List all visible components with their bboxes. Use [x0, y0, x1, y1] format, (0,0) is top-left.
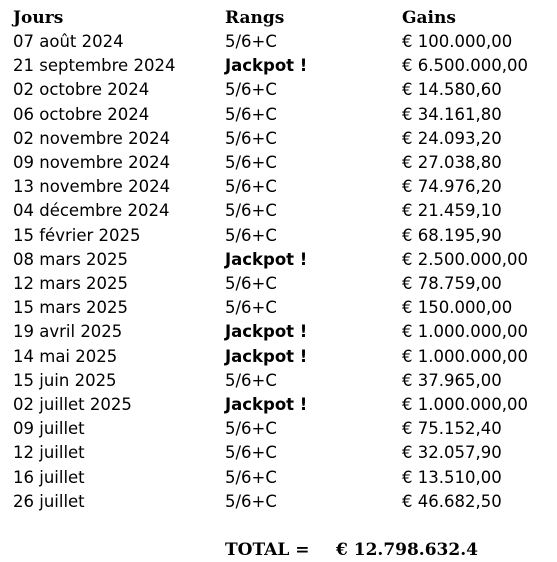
table-header: [0, 6, 557, 30]
row-date: 21 septembre 2024: [13, 56, 176, 76]
row-rank: 5/6+C: [225, 128, 277, 148]
row-rank: 5/6+C: [225, 370, 277, 390]
table-row: [0, 30, 557, 54]
row-gain: € 27.038,80: [402, 153, 502, 172]
table-row: [0, 417, 557, 441]
row-rank: 5/6+C: [225, 80, 277, 100]
row-date: 19 avril 2025: [13, 322, 123, 342]
row-date: 15 février 2025: [13, 225, 141, 245]
row-gain: € 46.682,50: [402, 491, 502, 511]
row-rank: 5/6+C: [225, 298, 277, 318]
row-date: 12 juillet: [13, 443, 85, 463]
row-gain: € 14.580,60: [402, 80, 502, 100]
row-rank: 5/6+C: [225, 32, 277, 51]
row-rank-jackpot: Jackpot !: [225, 322, 308, 342]
row-rank-jackpot: Jackpot !: [225, 56, 308, 76]
row-date: 02 octobre 2024: [13, 80, 150, 100]
row-gain: € 34.161,80: [402, 104, 502, 124]
header-rank: Rangs: [225, 8, 285, 28]
row-gain: € 68.195,90: [402, 225, 502, 245]
table-row: [0, 103, 557, 127]
row-date: 02 novembre 2024: [13, 128, 171, 148]
row-rank-jackpot: Jackpot !: [225, 249, 308, 269]
table-row: [0, 320, 557, 344]
row-gain: € 78.759,00: [402, 274, 502, 293]
row-gain: € 13.510,00: [402, 467, 502, 487]
row-rank-jackpot: Jackpot !: [225, 395, 308, 414]
row-date: 15 mars 2025: [13, 298, 129, 318]
table-row: [0, 296, 557, 320]
row-gain: € 2.500.000,00: [402, 249, 528, 269]
row-date: 02 juillet 2025: [13, 395, 132, 414]
row-date: 09 juillet: [13, 419, 85, 439]
table-row: [0, 127, 557, 151]
table-row: [0, 466, 557, 490]
row-date: 12 mars 2025: [13, 274, 129, 293]
total-value: € 12.798.632.4: [336, 540, 478, 560]
row-rank: 5/6+C: [225, 201, 277, 221]
row-gain: € 75.152,40: [402, 419, 502, 439]
row-date: 13 novembre 2024: [13, 177, 171, 197]
table-row: [0, 441, 557, 465]
row-date: 15 juin 2025: [13, 370, 117, 390]
row-date: 08 mars 2025: [13, 249, 129, 269]
row-gain: € 150.000,00: [402, 298, 513, 318]
table-row: [0, 369, 557, 393]
row-gain: € 1.000.000,00: [402, 346, 528, 366]
row-gain: € 100.000,00: [402, 32, 513, 51]
row-rank: 5/6+C: [225, 104, 277, 124]
row-rank: 5/6+C: [225, 419, 277, 439]
row-rank-jackpot: Jackpot !: [225, 346, 308, 366]
row-gain: € 6.500.000,00: [402, 56, 528, 76]
row-gain: € 1.000.000,00: [402, 322, 528, 342]
table-row: [0, 199, 557, 223]
row-rank: 5/6+C: [225, 443, 277, 463]
row-date: 09 novembre 2024: [13, 153, 171, 172]
table-row: [0, 224, 557, 248]
row-gain: € 32.057,90: [402, 443, 502, 463]
row-rank: 5/6+C: [225, 467, 277, 487]
table-row: [0, 393, 557, 417]
table-row: [0, 151, 557, 175]
table-row: [0, 54, 557, 78]
table-row: [0, 490, 557, 514]
row-date: 14 mai 2025: [13, 346, 118, 366]
row-date: 16 juillet: [13, 467, 85, 487]
header-date: Jours: [13, 8, 64, 28]
table-row: [0, 248, 557, 272]
row-date: 04 décembre 2024: [13, 201, 170, 221]
row-gain: € 24.093,20: [402, 128, 502, 148]
row-rank: 5/6+C: [225, 491, 277, 511]
row-gain: € 21.459,10: [402, 201, 502, 221]
row-date: 26 juillet: [13, 491, 85, 511]
table-row: [0, 175, 557, 199]
row-date: 07 août 2024: [13, 32, 124, 51]
row-gain: € 1.000.000,00: [402, 395, 528, 414]
row-date: 06 octobre 2024: [13, 104, 150, 124]
total-label: TOTAL =: [225, 540, 310, 560]
row-rank: 5/6+C: [225, 177, 277, 197]
row-gain: € 37.965,00: [402, 370, 502, 390]
table-row: [0, 345, 557, 369]
table-row: [0, 78, 557, 102]
total-row: [0, 538, 557, 562]
row-rank: 5/6+C: [225, 225, 277, 245]
header-gain: Gains: [402, 8, 456, 28]
row-gain: € 74.976,20: [402, 177, 502, 197]
row-rank: 5/6+C: [225, 274, 277, 293]
row-rank: 5/6+C: [225, 153, 277, 172]
table-row: [0, 272, 557, 296]
